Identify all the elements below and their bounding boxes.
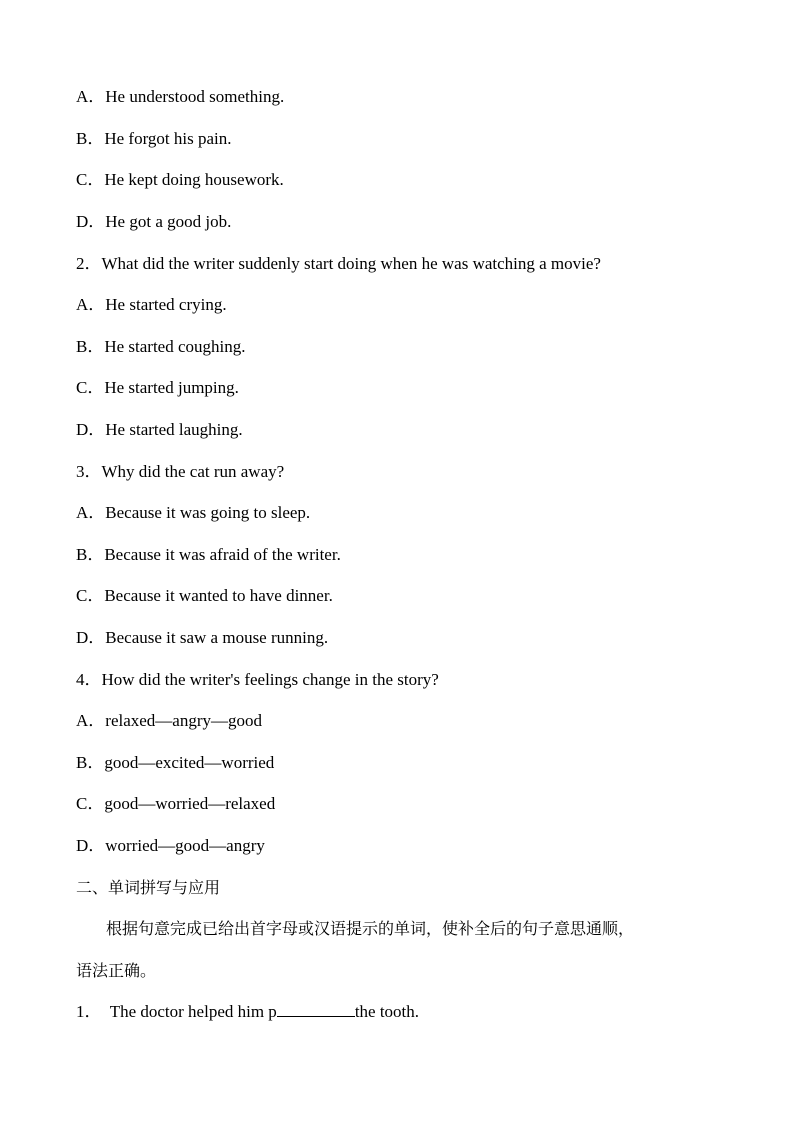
q3-option-a: A．Because it was going to sleep. — [76, 503, 311, 522]
q4-option-d: D．worried—good—angry — [76, 836, 265, 855]
q3-option-d: D．Because it saw a mouse running. — [76, 628, 329, 647]
q2-option-b: B．He started coughing. — [76, 337, 246, 356]
q1-option-a: A．He understood something. — [76, 87, 285, 106]
q1-option-b: B．He forgot his pain. — [76, 129, 232, 148]
q4-option-a: A．relaxed—angry—good — [76, 711, 263, 730]
section-instruction-line1: 根据句意完成已给出首字母或汉语提示的单词，使补全后的句子意思通顺， — [106, 919, 635, 938]
q4-question: 4．How did the writer's feelings change in the story? — [76, 670, 439, 689]
spelling-item-1 — [76, 1001, 419, 1023]
q4-option-c: C．good—worried—relaxed — [76, 794, 276, 813]
q2-option-c: C．He started jumping. — [76, 378, 239, 397]
q2-option-d: D．He started laughing. — [76, 420, 243, 439]
q2-option-a: A．He started crying. — [76, 295, 227, 314]
q1-option-d: D．He got a good job. — [76, 212, 232, 231]
q3-question: 3．Why did the cat run away? — [76, 462, 285, 481]
q3-option-c: C．Because it wanted to have dinner. — [76, 586, 333, 605]
q3-option-b: B．Because it was afraid of the writer. — [76, 545, 341, 564]
item1-suffix: the tooth. — [354, 1002, 420, 1021]
section-instruction-line2: 语法正确。 — [76, 961, 157, 980]
q1-option-c: C．He kept doing housework. — [76, 170, 284, 189]
answer-blank[interactable] — [277, 1002, 355, 1017]
section-title: 二、单词拼写与应用 — [76, 878, 221, 897]
item1-prefix: 1． The doctor helped him p — [76, 1002, 277, 1021]
q4-option-b: B．good—excited—worried — [76, 753, 275, 772]
q2-question: 2．What did the writer suddenly start doing when he was watching a movie? — [76, 254, 601, 273]
